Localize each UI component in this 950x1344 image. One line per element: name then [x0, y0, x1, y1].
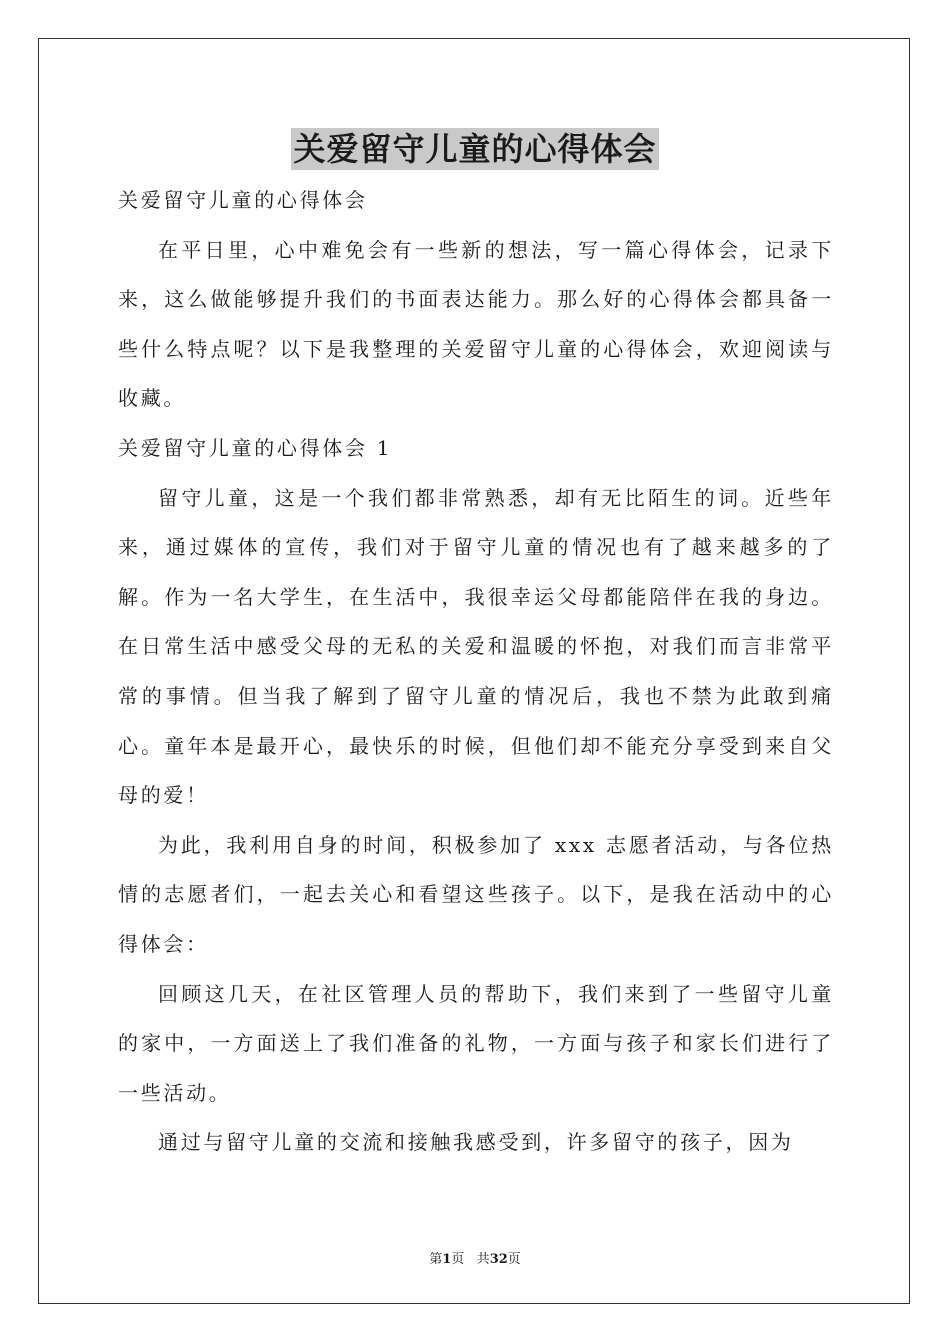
paragraph: 为此，我利用自身的时间，积极参加了 xxx 志愿者活动，与各位热情的志愿者们，一起去关心和看望这些孩子。以下，是我在活动中的心得体会：	[118, 832, 834, 956]
paragraph: 留守儿童，这是一个我们都非常熟悉，却有无比陌生的词。近些年来，通过媒体的宣传，我们对于留守儿童的情况也有了越来越多的了解。作为一名大学生，在生活中，我很幸运父母都能陪伴在我的身边。在日常生活中感受父母的无私的关爱和温暖的怀抱，对我们而言非常平常的事情。但当我了解到了留守儿童的情况后，我也不禁为此敢到痛心。童年本是最开心，最快乐的时候，但他们却不能充分享受到来自父母的爱！	[118, 485, 834, 808]
title-container	[0, 128, 950, 170]
paragraph: 通过与留守儿童的交流和接触我感受到，许多留守的孩子，因为	[158, 1130, 794, 1155]
footer-page-prefix: 第	[429, 1252, 443, 1267]
paragraph: 关爱留守儿童的心得体会 1	[118, 435, 393, 460]
paragraph: 回顾这几天，在社区管理人员的帮助下，我们来到了一些留守儿童的家中，一方面送上了我们准备的礼物，一方面与孩子和家长们进行了一些活动。	[118, 981, 834, 1105]
paragraph: 关爱留守儿童的心得体会	[118, 188, 368, 212]
paragraph: 在平日里，心中难免会有一些新的想法，写一篇心得体会，记录下来，这么做能够提升我们的书面表达能力。那么好的心得体会都具备一些什么特点呢？以下是我整理的关爱留守儿童的心得体会，欢迎阅读与收藏。	[118, 237, 834, 411]
footer-total-prefix: 共	[476, 1252, 490, 1267]
footer-total-pages: 32	[489, 1252, 508, 1267]
page-footer	[0, 1248, 950, 1267]
document-body	[118, 176, 834, 1168]
footer-page-suffix: 页	[451, 1252, 465, 1267]
document-title: 关爱留守儿童的心得体会	[293, 130, 657, 168]
footer-page-number: 1	[442, 1252, 452, 1267]
footer-total-suffix: 页	[507, 1252, 521, 1267]
